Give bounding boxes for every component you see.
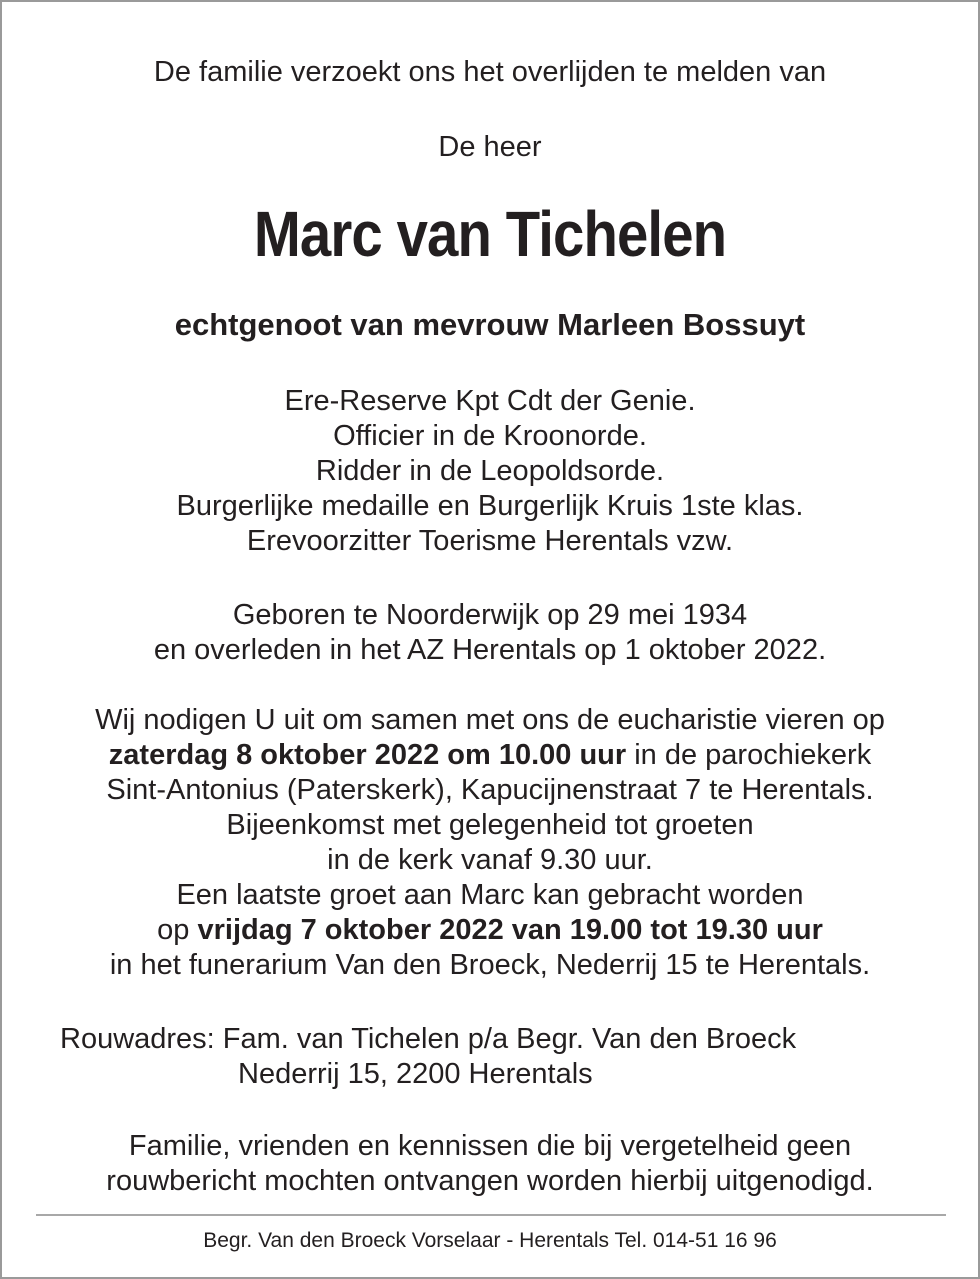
mourning-address <box>60 1022 796 1092</box>
title-line: Burgerlijke medaille en Burgerlijk Kruis 1ste klas. <box>176 490 804 522</box>
service-line: in de kerk vanaf 9.30 uur. <box>327 844 653 876</box>
salutation: De heer <box>438 131 542 163</box>
title-line: Ere-Reserve Kpt Cdt der Genie. <box>284 385 696 417</box>
service-place: in de parochiekerk <box>626 739 872 771</box>
intro-text: De familie verzoekt ons het overlijden te melden van <box>153 56 827 88</box>
service-line: Bijeenkomst met gelegenheid tot groeten <box>226 809 754 841</box>
title-line: Erevoorzitter Toerisme Herentals vzw. <box>246 525 734 557</box>
service-date-line <box>2 738 978 773</box>
service-line: Een laatste groet aan Marc kan gebracht worden <box>176 879 804 911</box>
closing-line: Familie, vrienden en kennissen die bij vergetelheid geen <box>128 1130 852 1162</box>
spouse-text: echtgenoot van mevrouw Marleen Bossuyt <box>174 307 806 342</box>
service-date: zaterdag 8 oktober 2022 om 10.00 uur <box>108 739 627 771</box>
address-line: Rouwadres: Fam. van Tichelen p/a Begr. Van den Broeck <box>60 1023 797 1055</box>
funeral-home-footer: Begr. Van den Broeck Vorselaar - Herentals Tel. 014-51 16 96 <box>203 1229 777 1252</box>
service-info <box>2 703 978 983</box>
closing-line: rouwbericht mochten ontvangen worden hierbij uitgenodigd. <box>106 1165 874 1197</box>
closing-note <box>2 1129 978 1199</box>
service-line: Wij nodigen U uit om samen met ons de eucharistie vieren op <box>95 704 885 736</box>
deceased-name: Marc van Tichelen <box>253 198 727 270</box>
honorary-titles <box>2 384 978 559</box>
divider <box>36 1214 946 1216</box>
viewing-date: vrijdag 7 oktober 2022 van 19.00 tot 19.30 uur <box>197 914 823 946</box>
address-line: Nederrij 15, 2200 Herentals <box>238 1058 593 1090</box>
title-line: Ridder in de Leopoldsorde. <box>315 455 665 487</box>
viewing-prefix: op <box>157 914 198 946</box>
death-line: en overleden in het AZ Herentals op 1 oktober 2022. <box>153 634 827 666</box>
birth-death-info <box>2 598 978 668</box>
title-line: Officier in de Kroonorde. <box>333 420 647 452</box>
viewing-date-line <box>2 913 978 948</box>
service-line: in het funerarium Van den Broeck, Nederrij 15 te Herentals. <box>109 949 871 981</box>
service-line: Sint-Antonius (Paterskerk), Kapucijnenstraat 7 te Herentals. <box>106 774 874 806</box>
birth-line: Geboren te Noorderwijk op 29 mei 1934 <box>232 599 748 631</box>
